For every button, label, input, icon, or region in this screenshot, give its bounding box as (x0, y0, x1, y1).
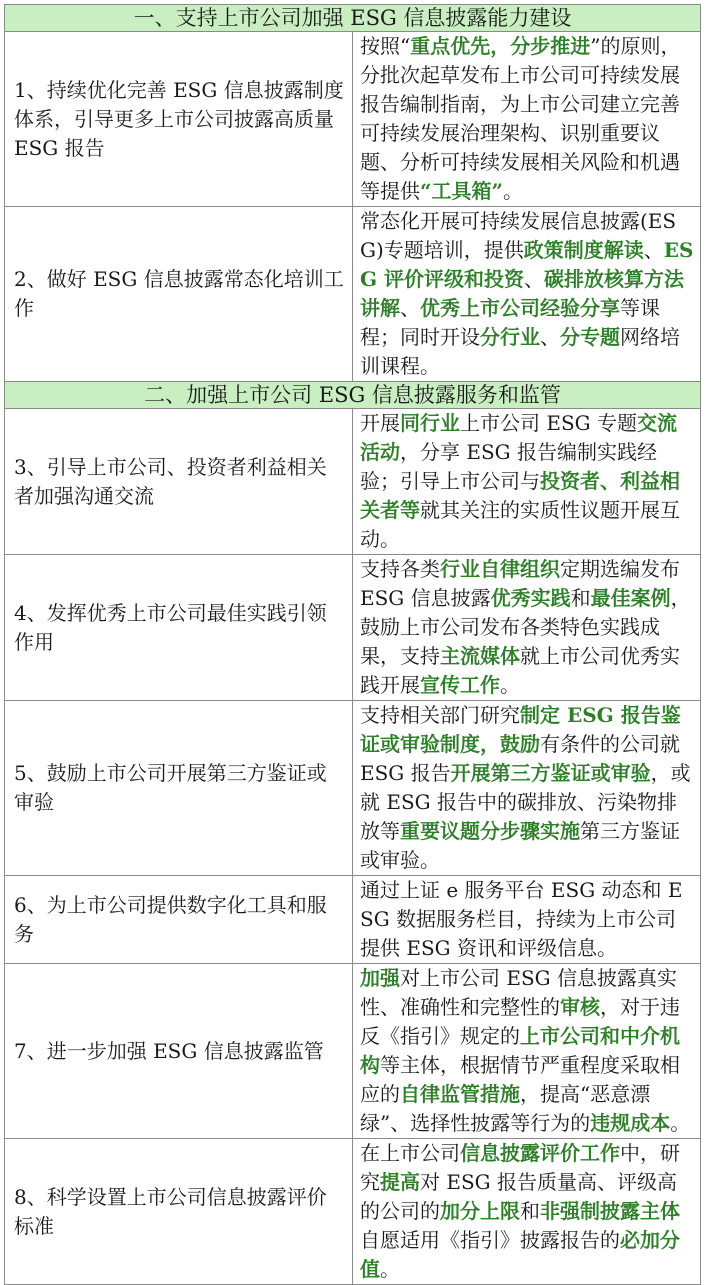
measure-description (353, 32, 701, 207)
highlighted-phrase: 碳排放核算方法讲解 (360, 267, 685, 320)
table-row (5, 701, 701, 876)
highlighted-phrase: 加分上限 (440, 1199, 520, 1223)
description-text: 定期选编发布 ESG 信息披露 (360, 557, 680, 610)
description-text: 网络培训课程。 (360, 325, 680, 378)
description-text: 等课程；同时开设 (360, 296, 660, 349)
measure-item: 6、为上市公司提供数字化工具和服务 (5, 876, 353, 964)
highlighted-phrase: 开展第三方鉴证或审验 (450, 761, 651, 785)
measure-description (353, 964, 701, 1139)
description-text: 按照“ (360, 34, 411, 58)
description-text: 中，研究 (360, 1141, 680, 1194)
description-text: 、 (540, 325, 560, 349)
measure-description (353, 876, 701, 964)
description-text: 支持各类 (360, 557, 440, 581)
description-text: 就其关注的实质性议题开展互动。 (360, 498, 680, 551)
table-row (5, 207, 701, 382)
table-row (5, 1139, 701, 1285)
description-text: ，提高“恶意漂绿”、选择性披露等行为的 (360, 1082, 651, 1135)
description-text: 在上市公司 (360, 1141, 460, 1165)
description-text: 、 (524, 267, 545, 291)
highlighted-phrase: 重要议题分步骤实施 (400, 819, 580, 843)
highlighted-phrase: 自律监管措施 (400, 1082, 520, 1106)
highlighted-phrase: 交流活动 (360, 411, 677, 464)
measure-item: 4、发挥优秀上市公司最佳实践引领作用 (5, 555, 353, 701)
description-text: 自愿适用《指引》披露报告的 (360, 1228, 620, 1252)
measure-description (353, 409, 701, 555)
table-row (5, 555, 701, 701)
highlighted-phrase: 同行业 (400, 411, 460, 435)
highlighted-phrase: 上市公司和中介机构 (360, 1024, 680, 1077)
description-text: 就上市公司优秀实践开展 (360, 644, 680, 697)
description-text: 有条件的公司就 ESG 报告 (360, 732, 680, 785)
description-text: 。 (503, 179, 524, 203)
esg-measures-table (4, 4, 701, 1285)
table-row (5, 964, 701, 1139)
description-text: 开展 (360, 411, 400, 435)
highlighted-phrase: 提高 (380, 1170, 420, 1194)
description-text: ”的原则，分批次起草发布上市公司可持续发展报告编制指南，为上市公司建立完善可持续发展治理架构、识别重要议题、分析可持续发展相关风险和机遇等提供 (360, 34, 681, 203)
highlighted-phrase: 审核 (560, 995, 600, 1019)
highlighted-phrase: “工具箱” (420, 179, 504, 203)
table-row (5, 876, 701, 964)
measure-description (353, 555, 701, 701)
highlighted-phrase: 信息披露评价工作 (460, 1141, 620, 1165)
highlighted-phrase: 违规成本 (590, 1111, 671, 1135)
description-text: 支持相关部门研究 (360, 703, 520, 727)
description-text: 第三方鉴证或审验。 (360, 819, 680, 872)
measure-item: 3、引导上市公司、投资者利益相关者加强沟通交流 (5, 409, 353, 555)
description-text: 上市公司 ESG 专题 (460, 411, 637, 435)
description-text: 和 (570, 586, 591, 610)
measure-item: 7、进一步加强 ESG 信息披露监管 (5, 964, 353, 1139)
description-text: 对 ESG 报告质量高、评级高的公司的 (360, 1170, 677, 1223)
highlighted-phrase: 制定 ESG 报告鉴证或审验制度，鼓励 (360, 703, 681, 756)
section-title: 二、加强上市公司 ESG 信息披露服务和监管 (5, 382, 701, 409)
description-text: 。 (670, 1111, 691, 1135)
highlighted-phrase: 分专题 (560, 325, 620, 349)
description-text: 常态化开展可持续发展信息披露(ESG)专题培训，提供 (360, 209, 677, 262)
highlighted-phrase: 行业自律组织 (440, 557, 560, 581)
description-text: 和 (520, 1199, 540, 1223)
measure-item: 2、做好 ESG 信息披露常态化培训工作 (5, 207, 353, 382)
highlighted-phrase: 分行业 (480, 325, 540, 349)
section-header-row (5, 5, 701, 32)
description-text: 等主体，根据情节严重程度采取相应的 (360, 1053, 680, 1106)
description-text: ，分享 ESG 报告编制实践经验；引导上市公司与 (360, 440, 657, 493)
description-text: 。 (500, 673, 520, 697)
highlighted-phrase: 必加分值 (360, 1228, 680, 1281)
description-text: 通过上证 e 服务平台 ESG 动态和 ESG 数据服务栏目，持续为上市公司提供 ESG 资讯和评级信息。 (360, 878, 683, 960)
measure-description (353, 1139, 701, 1285)
highlighted-phrase: 非强制披露主体 (540, 1199, 680, 1223)
section-title: 一、支持上市公司加强 ESG 信息披露能力建设 (5, 5, 701, 32)
highlighted-phrase: 优秀上市公司经验分享 (420, 296, 620, 320)
highlighted-phrase: 政策制度解读 (523, 238, 644, 262)
measure-description (353, 207, 701, 382)
measure-item: 1、持续优化完善 ESG 信息披露制度体系，引导更多上市公司披露高质量 ESG 报告 (5, 32, 353, 207)
highlighted-phrase: 投资者、利益相关者等 (360, 469, 680, 522)
description-text: ，或就 ESG 报告中的碳排放、污染物排放等 (360, 761, 691, 843)
highlighted-phrase: 重点优先，分步推进 (410, 34, 591, 58)
highlighted-phrase: 最佳案例 (590, 586, 671, 610)
measure-item: 5、鼓励上市公司开展第三方鉴证或审验 (5, 701, 353, 876)
highlighted-phrase: ESG 评价评级和投资 (360, 238, 694, 291)
table-row (5, 32, 701, 207)
measure-description (353, 701, 701, 876)
description-text: 、 (643, 238, 664, 262)
highlighted-phrase: 优秀实践 (490, 586, 571, 610)
description-text: ，鼓励上市公司发布各类特色实践成果，支持 (360, 586, 691, 668)
description-text: 。 (380, 1257, 400, 1281)
measure-item: 8、科学设置上市公司信息披露评价标准 (5, 1139, 353, 1285)
highlighted-phrase: 加强 (360, 966, 400, 990)
table-row (5, 409, 701, 555)
description-text: 对上市公司 ESG 信息披露真实性、准确性和完整性的 (360, 966, 677, 1019)
highlighted-phrase: 宣传工作 (420, 673, 500, 697)
section-header-row (5, 382, 701, 409)
description-text: ，对于违反《指引》规定的 (360, 995, 680, 1048)
highlighted-phrase: 主流媒体 (440, 644, 520, 668)
description-text: 、 (400, 296, 420, 320)
